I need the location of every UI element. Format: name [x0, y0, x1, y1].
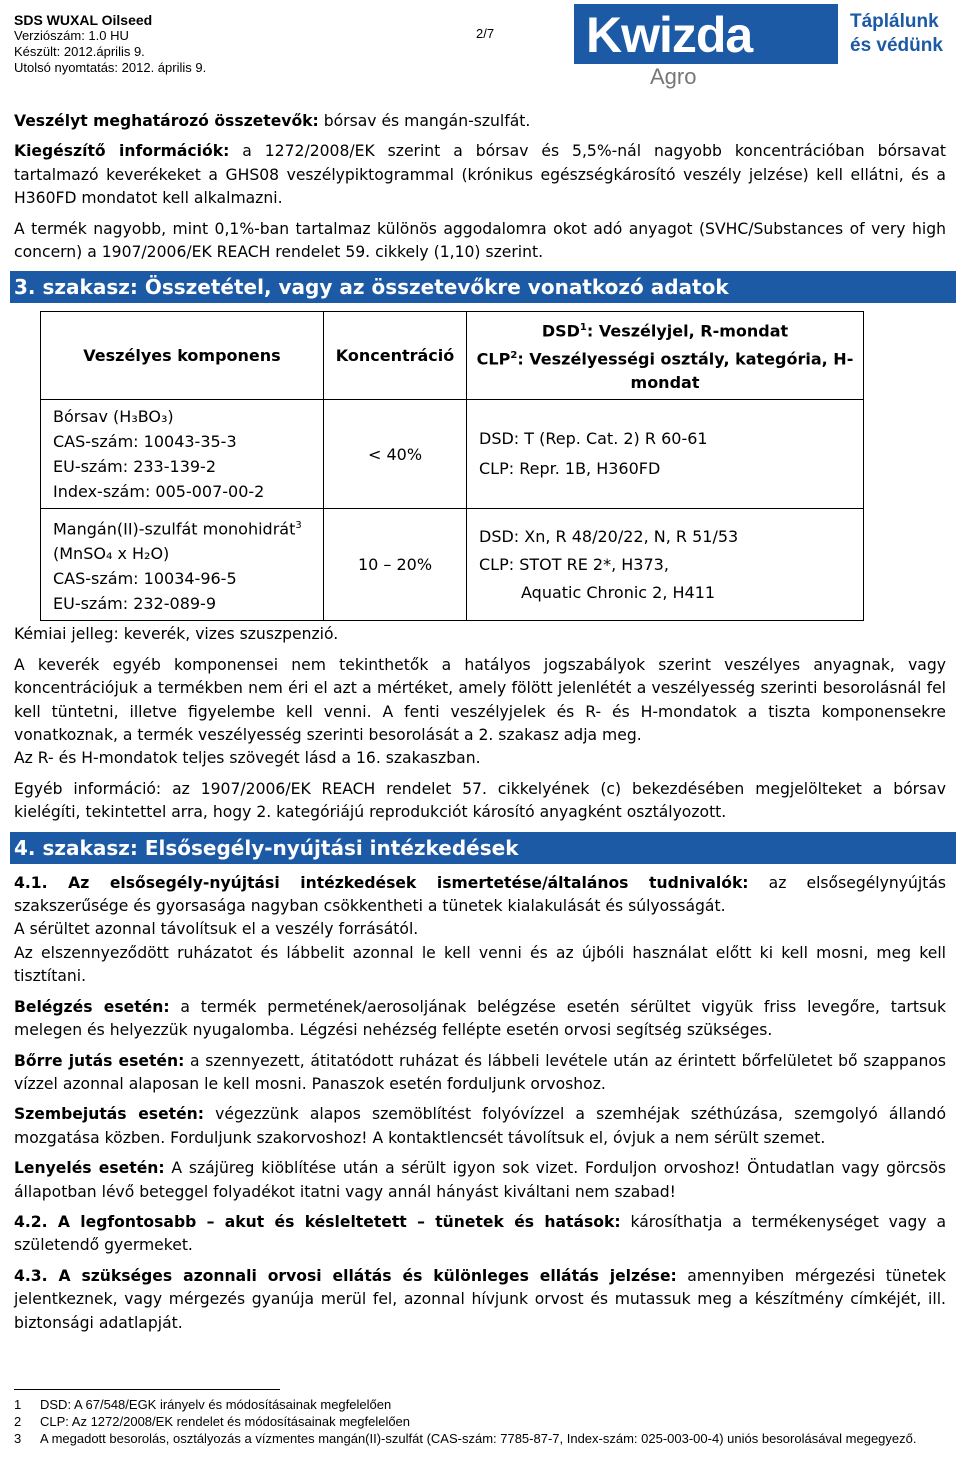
section-4-3: 4.3. A szükséges azonnali orvosi ellátás és különleges ellátás jelzése: amennyiben mérgezési tünetek jelentkeznek, vagy mérgezés gyanúja merül fel, azonnal hívjunk orvost és mutassuk meg a készítmény címkéjét, ill. biztonsági adatlapját. [14, 1266, 947, 1332]
section-4-2: 4.2. A legfontosabb – akut és késleltetett – tünetek és hatások: károsíthatja a termékenységet vagy a születendő gyermeket. [14, 1212, 946, 1255]
section-4-1-line-3: Az elszennyeződött ruházatot és lábbelit azonnal le kell venni és az újbóli használat előtt ki kell mosni, meg kell tisztítani. [14, 943, 946, 986]
section-4-1: 4.1. Az elsősegély-nyújtási intézkedések ismertetése/általános tudnivalók: az elsősegélynyújtás szakszerűsége és gyorsasága nagyban csökkentheti a tünetek kialakulását és súlyosságát. [14, 873, 946, 916]
classification-cell: DSD: Xn, R 48/20/22, N, R 51/53 CLP: STOT RE 2*, H373, Aquatic Chronic 2, H411 [467, 509, 864, 621]
document-header [14, 12, 206, 76]
col-classification: DSD$^1$: Veszélyjel, R-mondat CLP$^2$: Veszélyességi osztály, kategória, H-mondat [467, 312, 864, 400]
section-4-title: 4. szakasz: Elsősegély-nyújtási intézkedések [10, 832, 956, 864]
logo-sub: Agro [650, 64, 697, 89]
col-concentration: Koncentráció [324, 312, 467, 400]
printed-line: Utolsó nyomtatás: 2012. április 9. [14, 60, 207, 75]
chemical-nature: Kémiai jelleg: keverék, vizes szuszpenzió. [14, 625, 339, 644]
page-number: 2/7 [476, 26, 495, 41]
composition-table [40, 311, 864, 621]
footnote: 2 CLP: Az 1272/2008/EK rendelet és módosításainak megfelelően [14, 1414, 411, 1429]
additional-info: Kiegészítő információk: a 1272/2008/EK szerint a bórsav és 5,5%-nál nagyobb koncentrációban bórsavat tartalmazó keverékeket a GHS08 veszélypiktogrammal (krónikus egészségkárosító veszély jelzése) kell ellátni, és a H360FD mondatot kell alkalmazni. [14, 142, 947, 208]
table-header-row [41, 312, 864, 400]
hazard-components: Veszélyt meghatározó összetevők: bórsav és mangán-szulfát. [14, 112, 531, 130]
table-row [41, 400, 864, 509]
kwizda-logo [574, 4, 954, 96]
section-3-title: 3. szakasz: Összetétel, vagy az összetevőkre vonatkozó adatok [10, 271, 956, 303]
concentration-cell: < 40% [324, 400, 467, 509]
skin-contact: Bőrre jutás esetén: a szennyezett, átitatódott ruházat és lábbeli levétele után az érintett bőrfelületet bő szappanos vízzel azonnal alaposan le kell mosni. Panaszok esetén forduljunk orvoshoz. [14, 1051, 946, 1093]
svhc-text: A termék nagyobb, mint 0,1%-ban tartalmaz különös aggodalomra okot adó anyagot (SVHC/Substances of very high concern) a 1907/2006/EK REACH rendelet 59. cikkely (1,10) szerint. [14, 219, 946, 262]
classification-cell: DSD: T (Rep. Cat. 2) R 60-61 CLP: Repr. 1B, H360FD [467, 400, 864, 509]
logo-brand: Kwizda [586, 7, 753, 63]
eye-contact: Szembejutás esetén: végezzünk alapos szemöblítést folyóvízzel a szemhéjak széthúzása, szemgolyó állandó mozgatása közben. Forduljunk szakorvoshoz! A kontaktlencsét távolítsuk el, óvjuk a nem sérült szemet. [14, 1105, 947, 1147]
logo-tagline-1: Táplálunk [850, 11, 939, 32]
table-row [41, 509, 864, 621]
product-name: SDS WUXAL Oilseed [14, 12, 153, 28]
col-component: Veszélyes komponens [41, 312, 324, 400]
section-3-para-1: A keverék egyéb komponensei nem tekinthetők a hatályos jogszabályok szerint veszélyes anyagnak, vagy koncentrációjuk a termékben nem éri el azt a mértéket, amely fölött jelenlétét a veszélyesség szerinti besorolásnál fel kell tüntetni, illetve figyelembe kell venni. A fenti veszélyjelek és R- és H-mondatok a tiszta komponensekre vonatkoznak, a termék veszélyesség szerinti besorolását a 2. szakasz adja meg. [14, 655, 946, 745]
logo-tagline [850, 10, 943, 58]
concentration-cell: 10 – 20% [324, 509, 467, 621]
ingestion: Lenyelés esetén: A szájüreg kiöblítése után a sérült igyon sok vizet. Forduljon orvoshoz! Öntudatlan vagy görcsös állapotban lévő beteggel folyadékot itatni vagy annál hányást kiváltani nem szabad! [14, 1159, 946, 1201]
component-cell: Mangán(II)-szulfát monohidrát$^3$ (MnSO₄ x H₂O) CAS-szám: 10034-96-5 EU-szám: 232-089-9 [41, 509, 324, 621]
logo-tagline-2: és védünk [850, 35, 943, 56]
footnote: 1 DSD: A 67/548/EGK irányelv és módosításainak megfelelően [14, 1397, 392, 1412]
component-cell: Bórsav (H₃BO₃) CAS-szám: 10043-35-3 EU-szám: 233-139-2 Index-szám: 005-007-00-2 [41, 400, 324, 509]
footnote-divider [14, 1389, 280, 1390]
version-line: Verziószám: 1.0 HU [14, 28, 129, 43]
section-3-para-3: Egyéb információ: az 1907/2006/EK REACH rendelet 57. cikkelyének (c) bekezdésében megjelölteket a bórsav kielégíti, tekintettel arra, hogy 2. kategóriájú reprodukciót károsító anyagként osztályozott. [14, 779, 946, 822]
created-line: Készült: 2012.április 9. [14, 44, 145, 59]
footnote: 3 A megadott besorolás, osztályozás a vízmentes mangán(II)-szulfát (CAS-szám: 7785-87-7, Index-szám: 025-003-00-4) uniós besorolásával megegyező. [14, 1431, 917, 1446]
section-3-para-2: Az R- és H-mondatok teljes szövegét lásd a 16. szakaszban. [14, 749, 481, 768]
document-body [14, 110, 946, 1342]
footnotes [14, 1389, 946, 1447]
inhalation: Belégzés esetén: a termék permetének/aerosoljának belégzése esetén sérültet vigyük friss levegőre, tartsuk melegen és helyezzük nyugalomba. Légzési nehézség fellépte esetén orvosi segítség szükséges. [14, 997, 946, 1040]
section-4-1-line-2: A sérültet azonnal távolítsuk el a veszély forrásától. [14, 920, 419, 939]
